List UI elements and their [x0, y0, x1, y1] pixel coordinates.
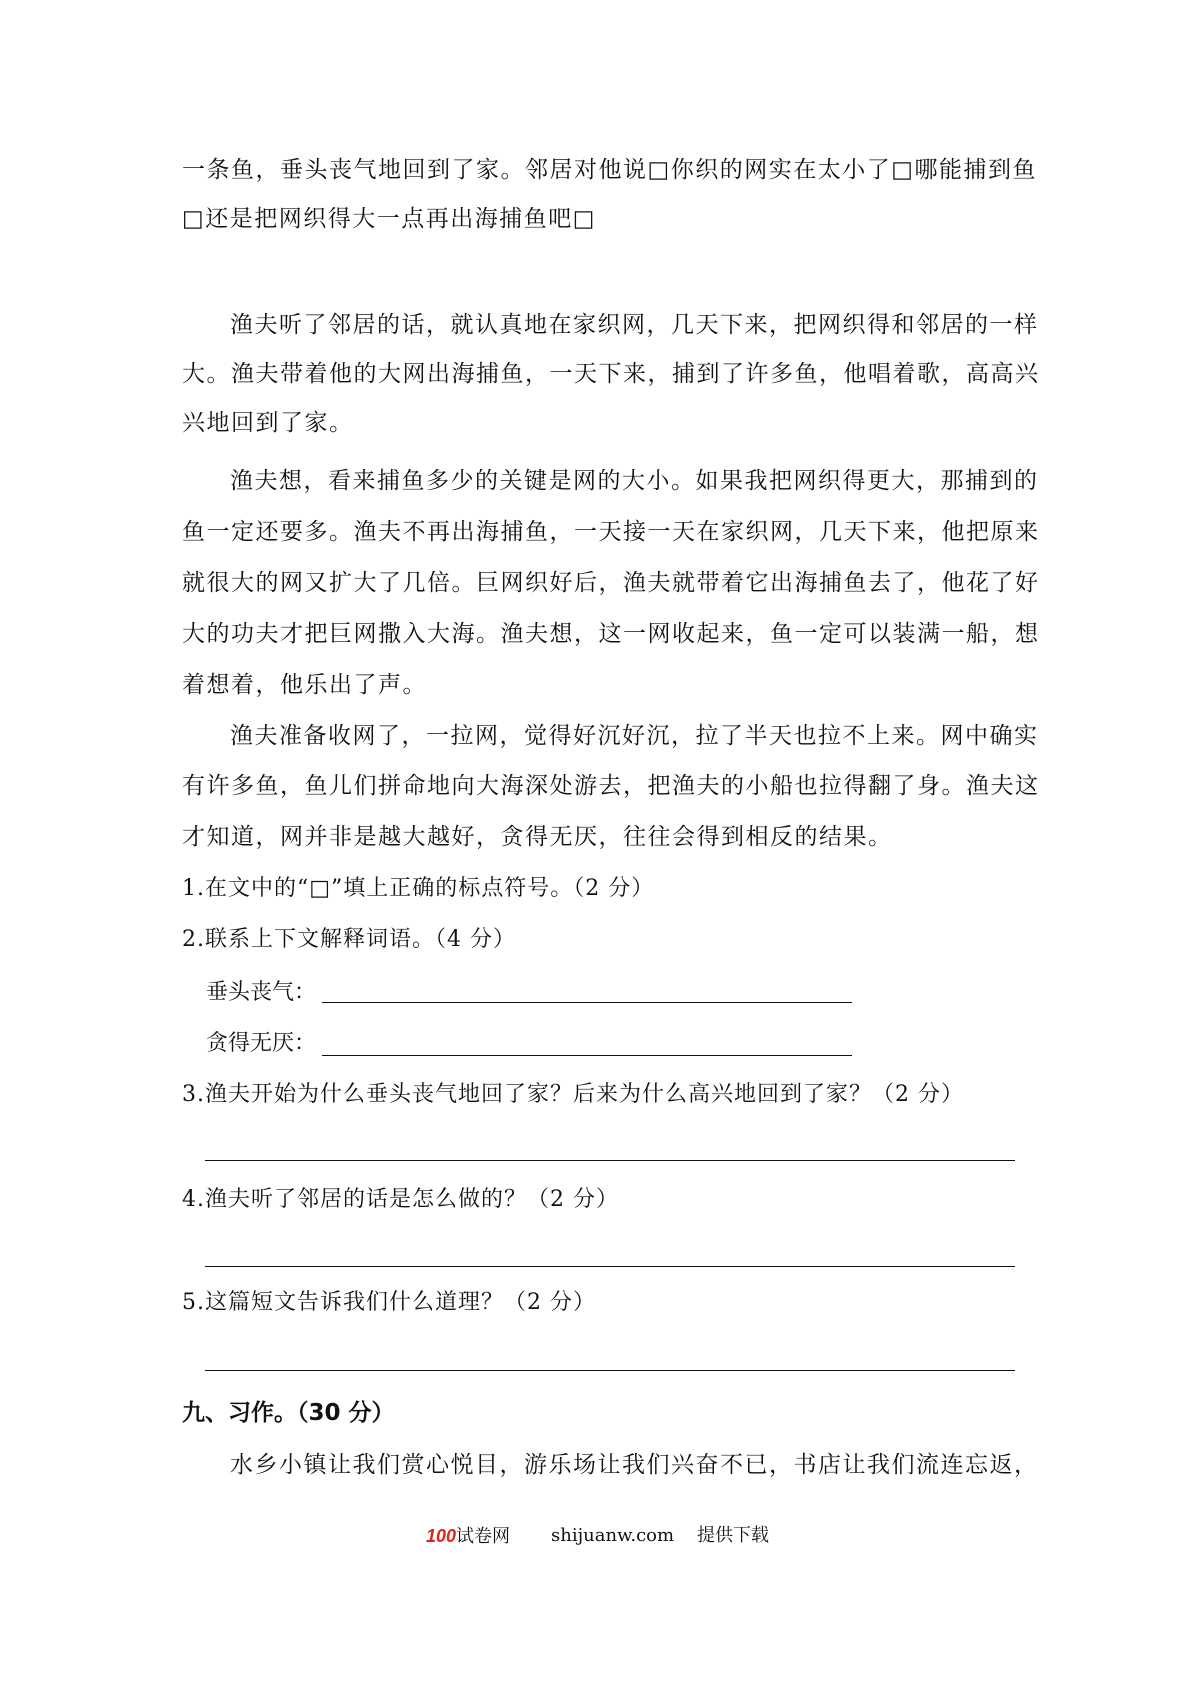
- question-1: 1.在文中的“□”填上正确的标点符号。（2 分）: [182, 876, 655, 901]
- passage-line-9: 大的功夫才把巨网撒入大海。渔夫想，这一网收起来，鱼一定可以装满一船，想: [182, 621, 1040, 647]
- passage-line-6: 渔夫想，看来捕鱼多少的关键是网的大小。如果我把网织得更大，那捕到的: [230, 468, 1039, 494]
- question-4: 4.渔夫听了邻居的话是怎么做的？（2 分）: [182, 1187, 619, 1212]
- passage-line-13: 才知道，网并非是越大越好，贪得无厌，往往会得到相反的结果。: [182, 824, 893, 850]
- passage-line-5: 兴地回到了家。: [182, 410, 354, 436]
- passage-line-1: 一条鱼，垂头丧气地回到了家。邻居对他说□你织的网实在太小了□哪能捕到鱼: [182, 157, 1037, 183]
- footer-note: 提供下载: [697, 1525, 769, 1546]
- question-5: 5.这篇短文告诉我们什么道理？（2 分）: [182, 1290, 596, 1315]
- footer-logo-text: 试卷网: [456, 1526, 511, 1547]
- passage-line-10: 着想着，他乐出了声。: [182, 672, 427, 698]
- passage-line-3: 渔夫听了邻居的话，就认真地在家织网，几天下来，把网织得和邻居的一样: [230, 312, 1039, 338]
- question-5-answer-line[interactable]: [205, 1370, 1015, 1371]
- passage-line-11: 渔夫准备收网了，一拉网，觉得好沉好沉，拉了半天也拉不上来。网中确实: [230, 723, 1039, 749]
- footer-logo: [426, 1524, 510, 1549]
- passage-line-4: 大。渔夫带着他的大网出海捕鱼，一天下来，捕到了许多鱼，他唱着歌，高高兴: [182, 361, 1040, 387]
- question-3-answer-line[interactable]: [205, 1160, 1015, 1161]
- passage-line-7: 鱼一定还要多。渔夫不再出海捕鱼，一天接一天在家织网，几天下来，他把原来: [182, 519, 1040, 545]
- passage-line-8: 就很大的网又扩大了几倍。巨网织好后，渔夫就带着它出海捕鱼去了，他花了好: [182, 570, 1040, 596]
- question-2: 2.联系上下文解释词语。（4 分）: [182, 927, 516, 952]
- section-9-title: 九、习作。（30 分）: [182, 1400, 395, 1426]
- passage-line-12: 有许多鱼，鱼儿们拼命地向大海深处游去，把渔夫的小船也拉得翻了身。渔夫这: [182, 773, 1040, 799]
- term-1-answer-line[interactable]: [322, 1002, 852, 1003]
- section-9-intro: 水乡小镇让我们赏心悦目，游乐场让我们兴奋不已，书店让我们流连忘返，: [230, 1452, 1039, 1478]
- passage-line-2: □还是把网织得大一点再出海捕鱼吧□: [182, 206, 596, 232]
- footer-site[interactable]: shijuanw.com: [551, 1525, 675, 1546]
- term-2-answer-line[interactable]: [322, 1055, 852, 1056]
- footer-logo-number: 100: [426, 1526, 457, 1546]
- question-4-answer-line[interactable]: [205, 1266, 1015, 1267]
- term-1-label: 垂头丧气：: [206, 980, 317, 1005]
- question-3: 3.渔夫开始为什么垂头丧气地回了家？后来为什么高兴地回到了家？（2 分）: [182, 1082, 964, 1107]
- term-2-label: 贪得无厌：: [206, 1031, 317, 1056]
